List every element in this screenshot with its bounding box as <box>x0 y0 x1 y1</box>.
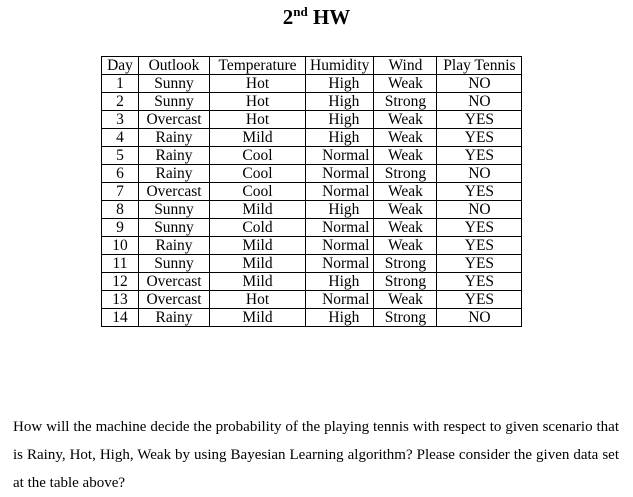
cell-wind: Weak <box>374 129 437 147</box>
cell-play-tennis: NO <box>437 93 522 111</box>
cell-wind: Weak <box>374 75 437 93</box>
table-row <box>102 93 522 111</box>
header-humidity: Humidity <box>306 57 374 75</box>
cell-humidity: Normal <box>306 291 374 309</box>
table-row <box>102 111 522 129</box>
cell-wind: Strong <box>374 273 437 291</box>
cell-humidity: High <box>306 111 374 129</box>
title-number: 2 <box>282 5 294 29</box>
cell-humidity: High <box>306 129 374 147</box>
cell-day: 13 <box>102 291 139 309</box>
cell-day: 10 <box>102 237 139 255</box>
cell-temperature: Mild <box>210 309 306 327</box>
cell-wind: Strong <box>374 309 437 327</box>
cell-day: 11 <box>102 255 139 273</box>
header-temperature: Temperature <box>210 57 306 75</box>
cell-wind: Strong <box>374 93 437 111</box>
question-text: How will the machine decide the probability of the playing tennis with respect to given scenario that is Rainy, Hot, High, Weak by using Bayesian Learning algorithm? Please consider the given data set at the table above? <box>13 419 619 491</box>
cell-temperature: Mild <box>210 273 306 291</box>
cell-wind: Strong <box>374 165 437 183</box>
header-day: Day <box>102 57 139 75</box>
play-tennis-table <box>101 56 522 327</box>
cell-day: 14 <box>102 309 139 327</box>
cell-day: 6 <box>102 165 139 183</box>
cell-wind: Weak <box>374 237 437 255</box>
cell-humidity: High <box>306 201 374 219</box>
table-row <box>102 219 522 237</box>
table-row <box>102 255 522 273</box>
cell-humidity: Normal <box>306 183 374 201</box>
cell-outlook: Sunny <box>139 93 210 111</box>
cell-outlook: Rainy <box>139 165 210 183</box>
header-wind: Wind <box>374 57 437 75</box>
cell-day: 4 <box>102 129 139 147</box>
cell-play-tennis: YES <box>437 255 522 273</box>
cell-temperature: Cold <box>210 219 306 237</box>
cell-play-tennis: NO <box>437 309 522 327</box>
header-outlook: Outlook <box>139 57 210 75</box>
header-play-tennis: Play Tennis <box>437 57 522 75</box>
cell-humidity: Normal <box>306 165 374 183</box>
title-ordinal-suffix: nd <box>293 4 308 19</box>
table-row <box>102 165 522 183</box>
cell-outlook: Sunny <box>139 201 210 219</box>
cell-humidity: High <box>306 309 374 327</box>
cell-outlook: Rainy <box>139 129 210 147</box>
cell-day: 12 <box>102 273 139 291</box>
cell-outlook: Overcast <box>139 291 210 309</box>
cell-wind: Weak <box>374 201 437 219</box>
cell-outlook: Overcast <box>139 111 210 129</box>
cell-outlook: Rainy <box>139 237 210 255</box>
cell-temperature: Hot <box>210 111 306 129</box>
cell-day: 1 <box>102 75 139 93</box>
cell-temperature: Mild <box>210 255 306 273</box>
cell-play-tennis: YES <box>437 219 522 237</box>
cell-outlook: Overcast <box>139 183 210 201</box>
cell-humidity: High <box>306 93 374 111</box>
cell-play-tennis: YES <box>437 291 522 309</box>
cell-play-tennis: YES <box>437 237 522 255</box>
cell-temperature: Cool <box>210 165 306 183</box>
cell-day: 9 <box>102 219 139 237</box>
table-row <box>102 291 522 309</box>
cell-temperature: Hot <box>210 93 306 111</box>
cell-play-tennis: YES <box>437 273 522 291</box>
table-row <box>102 309 522 327</box>
cell-wind: Weak <box>374 111 437 129</box>
cell-humidity: High <box>306 75 374 93</box>
cell-wind: Weak <box>374 219 437 237</box>
cell-outlook: Sunny <box>139 255 210 273</box>
cell-day: 2 <box>102 93 139 111</box>
cell-humidity: High <box>306 273 374 291</box>
cell-play-tennis: YES <box>437 183 522 201</box>
cell-temperature: Hot <box>210 75 306 93</box>
cell-humidity: Normal <box>306 147 374 165</box>
cell-temperature: Cool <box>210 183 306 201</box>
table-row <box>102 75 522 93</box>
cell-humidity: Normal <box>306 237 374 255</box>
table-row <box>102 183 522 201</box>
cell-play-tennis: NO <box>437 75 522 93</box>
page-title <box>0 4 633 30</box>
table-row <box>102 273 522 291</box>
cell-outlook: Overcast <box>139 273 210 291</box>
cell-outlook: Sunny <box>139 75 210 93</box>
cell-wind: Weak <box>374 147 437 165</box>
cell-temperature: Mild <box>210 237 306 255</box>
cell-humidity: Normal <box>306 219 374 237</box>
cell-temperature: Cool <box>210 147 306 165</box>
cell-outlook: Rainy <box>139 147 210 165</box>
cell-play-tennis: NO <box>437 201 522 219</box>
cell-temperature: Mild <box>210 201 306 219</box>
cell-day: 8 <box>102 201 139 219</box>
title-text: HW <box>312 5 351 29</box>
table-header-row <box>102 57 522 75</box>
cell-outlook: Sunny <box>139 219 210 237</box>
cell-outlook: Rainy <box>139 309 210 327</box>
cell-wind: Weak <box>374 183 437 201</box>
cell-play-tennis: YES <box>437 111 522 129</box>
cell-day: 7 <box>102 183 139 201</box>
cell-play-tennis: YES <box>437 129 522 147</box>
table-row <box>102 129 522 147</box>
cell-wind: Strong <box>374 255 437 273</box>
table-row <box>102 201 522 219</box>
table-body <box>102 75 522 327</box>
cell-temperature: Hot <box>210 291 306 309</box>
cell-temperature: Mild <box>210 129 306 147</box>
cell-day: 3 <box>102 111 139 129</box>
cell-day: 5 <box>102 147 139 165</box>
cell-humidity: Normal <box>306 255 374 273</box>
cell-wind: Weak <box>374 291 437 309</box>
table-row <box>102 147 522 165</box>
cell-play-tennis: NO <box>437 165 522 183</box>
cell-play-tennis: YES <box>437 147 522 165</box>
table-row <box>102 237 522 255</box>
